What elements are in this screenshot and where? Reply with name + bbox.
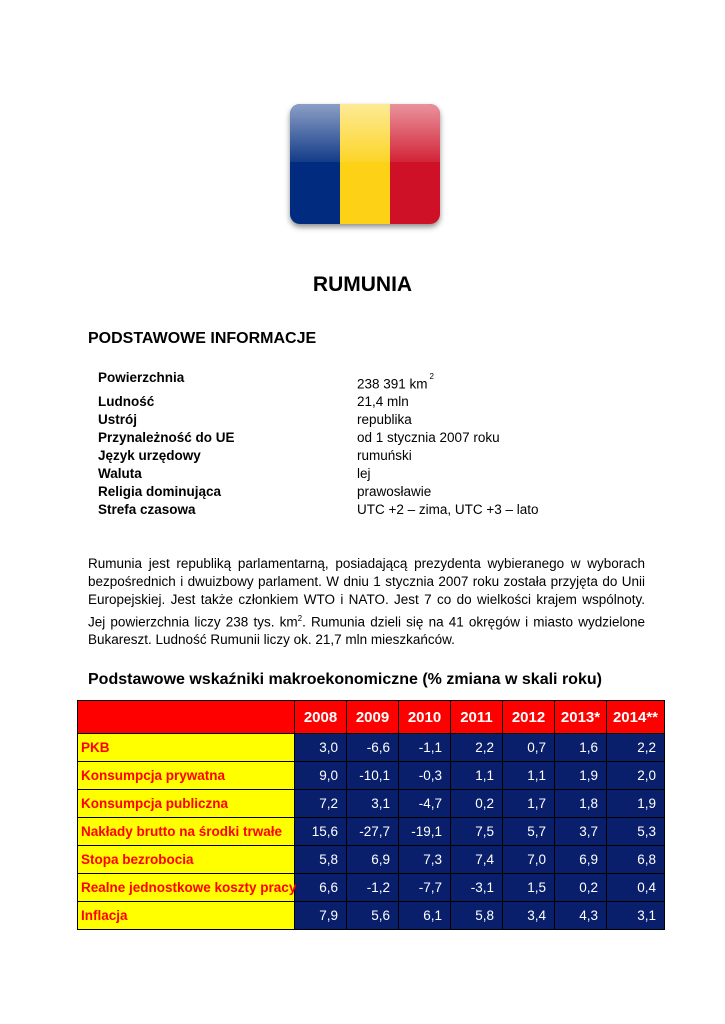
column-header: 2014**	[607, 701, 665, 734]
info-value: UTC +2 – zima, UTC +3 – lato	[357, 502, 539, 517]
column-header: 2012	[503, 701, 555, 734]
table-cell: -1,1	[399, 734, 451, 762]
column-header: 2013*	[555, 701, 607, 734]
paragraph-sup: 2	[297, 613, 303, 623]
table-cell: 7,3	[399, 846, 451, 874]
table-cell: -27,7	[347, 818, 399, 846]
row-label: Konsumpcja publiczna	[78, 790, 295, 818]
table-cell: 2,0	[607, 762, 665, 790]
table-cell: 7,0	[503, 846, 555, 874]
macro-heading: Podstawowe wskaźniki makroekonomiczne (% zmiana w skali roku)	[88, 671, 602, 688]
table-cell: 7,9	[295, 902, 347, 930]
table-cell: 3,1	[607, 902, 665, 930]
table-cell: 15,6	[295, 818, 347, 846]
row-label: Realne jednostkowe koszty pracy	[78, 874, 295, 902]
info-row	[98, 502, 558, 520]
table-cell: 3,0	[295, 734, 347, 762]
info-label: Religia dominująca	[98, 484, 222, 499]
table-cell: 4,3	[555, 902, 607, 930]
table-header-row	[78, 701, 665, 734]
table-cell: -1,2	[347, 874, 399, 902]
table-cell: 2,2	[451, 734, 503, 762]
table-cell: 1,9	[555, 762, 607, 790]
table-cell: 0,7	[503, 734, 555, 762]
info-row	[98, 430, 558, 448]
table-cell: 1,9	[607, 790, 665, 818]
info-label: Waluta	[98, 466, 142, 481]
table-cell: 5,6	[347, 902, 399, 930]
info-label: Język urzędowy	[98, 448, 201, 463]
table-row	[78, 734, 665, 762]
info-value: rumuński	[357, 448, 412, 463]
info-row	[98, 394, 558, 412]
table-cell: 5,3	[607, 818, 665, 846]
table-cell: 1,1	[503, 762, 555, 790]
table-cell: 3,7	[555, 818, 607, 846]
table-cell: 1,5	[503, 874, 555, 902]
info-label: Ludność	[98, 394, 155, 409]
row-label: PKB	[78, 734, 295, 762]
row-label: Inflacja	[78, 902, 295, 930]
table-cell: 2,2	[607, 734, 665, 762]
info-value	[357, 372, 434, 392]
table-row	[78, 902, 665, 930]
table-cell: 1,1	[451, 762, 503, 790]
info-value: prawosławie	[357, 484, 432, 499]
table-cell: 7,4	[451, 846, 503, 874]
table-cell: 3,4	[503, 902, 555, 930]
table-cell: -6,6	[347, 734, 399, 762]
description-paragraph	[88, 555, 645, 650]
table-cell: -0,3	[399, 762, 451, 790]
column-header: 2008	[295, 701, 347, 734]
table-header-empty	[78, 701, 295, 734]
table-cell: 9,0	[295, 762, 347, 790]
flag-gloss	[290, 104, 440, 162]
table-cell: 6,8	[607, 846, 665, 874]
info-value: od 1 stycznia 2007 roku	[357, 430, 500, 445]
row-label: Stopa bezrobocia	[78, 846, 295, 874]
info-label: Ustrój	[98, 412, 138, 427]
basic-info-heading: PODSTAWOWE INFORMACJE	[88, 330, 317, 347]
column-header: 2010	[399, 701, 451, 734]
info-row	[98, 484, 558, 502]
table-cell: 6,9	[555, 846, 607, 874]
info-row	[98, 448, 558, 466]
table-cell: 0,2	[451, 790, 503, 818]
row-label: Nakłady brutto na środki trwałe	[78, 818, 295, 846]
table-cell: -10,1	[347, 762, 399, 790]
table-cell: 0,4	[607, 874, 665, 902]
table-cell: 1,6	[555, 734, 607, 762]
area-unit-sup: 2	[429, 372, 434, 381]
table-cell: 6,6	[295, 874, 347, 902]
macro-indicators-table	[77, 700, 665, 930]
table-cell: 1,7	[503, 790, 555, 818]
info-row	[98, 412, 558, 430]
table-cell: 7,2	[295, 790, 347, 818]
paragraph-text-part1: Rumunia jest republiką parlamentarną, posiadającą prezydenta wybieranego w wyborach bezpośrednich i dwuizbowy parlament. W dniu 1 stycznia 2007 roku została przyjęta do Unii Europejskiej. Jest także członkiem WTO i NATO. Jest 7 co do wielkości krajem wspólnoty. Jej powierzchnia liczy 238 tys. km	[88, 556, 645, 630]
area-value: 238 391 km	[357, 376, 428, 392]
info-row-area	[98, 370, 558, 394]
info-label: Strefa czasowa	[98, 502, 196, 517]
table-cell: -7,7	[399, 874, 451, 902]
table-row	[78, 818, 665, 846]
table-cell: 0,2	[555, 874, 607, 902]
info-value: lej	[357, 466, 371, 481]
romania-flag-icon	[290, 104, 440, 224]
table-cell: -3,1	[451, 874, 503, 902]
table-cell: -4,7	[399, 790, 451, 818]
row-label: Konsumpcja prywatna	[78, 762, 295, 790]
table-row	[78, 762, 665, 790]
info-value: republika	[357, 412, 412, 427]
table-cell: 5,7	[503, 818, 555, 846]
table-cell: 7,5	[451, 818, 503, 846]
table-row	[78, 846, 665, 874]
table-cell: 5,8	[295, 846, 347, 874]
info-label: Powierzchnia	[98, 370, 185, 385]
basic-info-list	[98, 370, 558, 520]
table-cell: 6,1	[399, 902, 451, 930]
column-header: 2011	[451, 701, 503, 734]
table-cell: 3,1	[347, 790, 399, 818]
info-row	[98, 466, 558, 484]
table-row	[78, 874, 665, 902]
table-cell: 1,8	[555, 790, 607, 818]
table-row	[78, 790, 665, 818]
table-cell: 6,9	[347, 846, 399, 874]
table-cell: 5,8	[451, 902, 503, 930]
info-value: 21,4 mln	[357, 394, 409, 409]
column-header: 2009	[347, 701, 399, 734]
info-label: Przynależność do UE	[98, 430, 235, 445]
paragraph-text-part2: . Rumunia dzieli się na 41 okręgów i miasto wydzielone Bukareszt. Ludność Rumunii liczy ok. 21,7 mln mieszkańców.	[88, 614, 645, 648]
page-title: RUMUNIA	[312, 273, 413, 296]
table-cell: -19,1	[399, 818, 451, 846]
